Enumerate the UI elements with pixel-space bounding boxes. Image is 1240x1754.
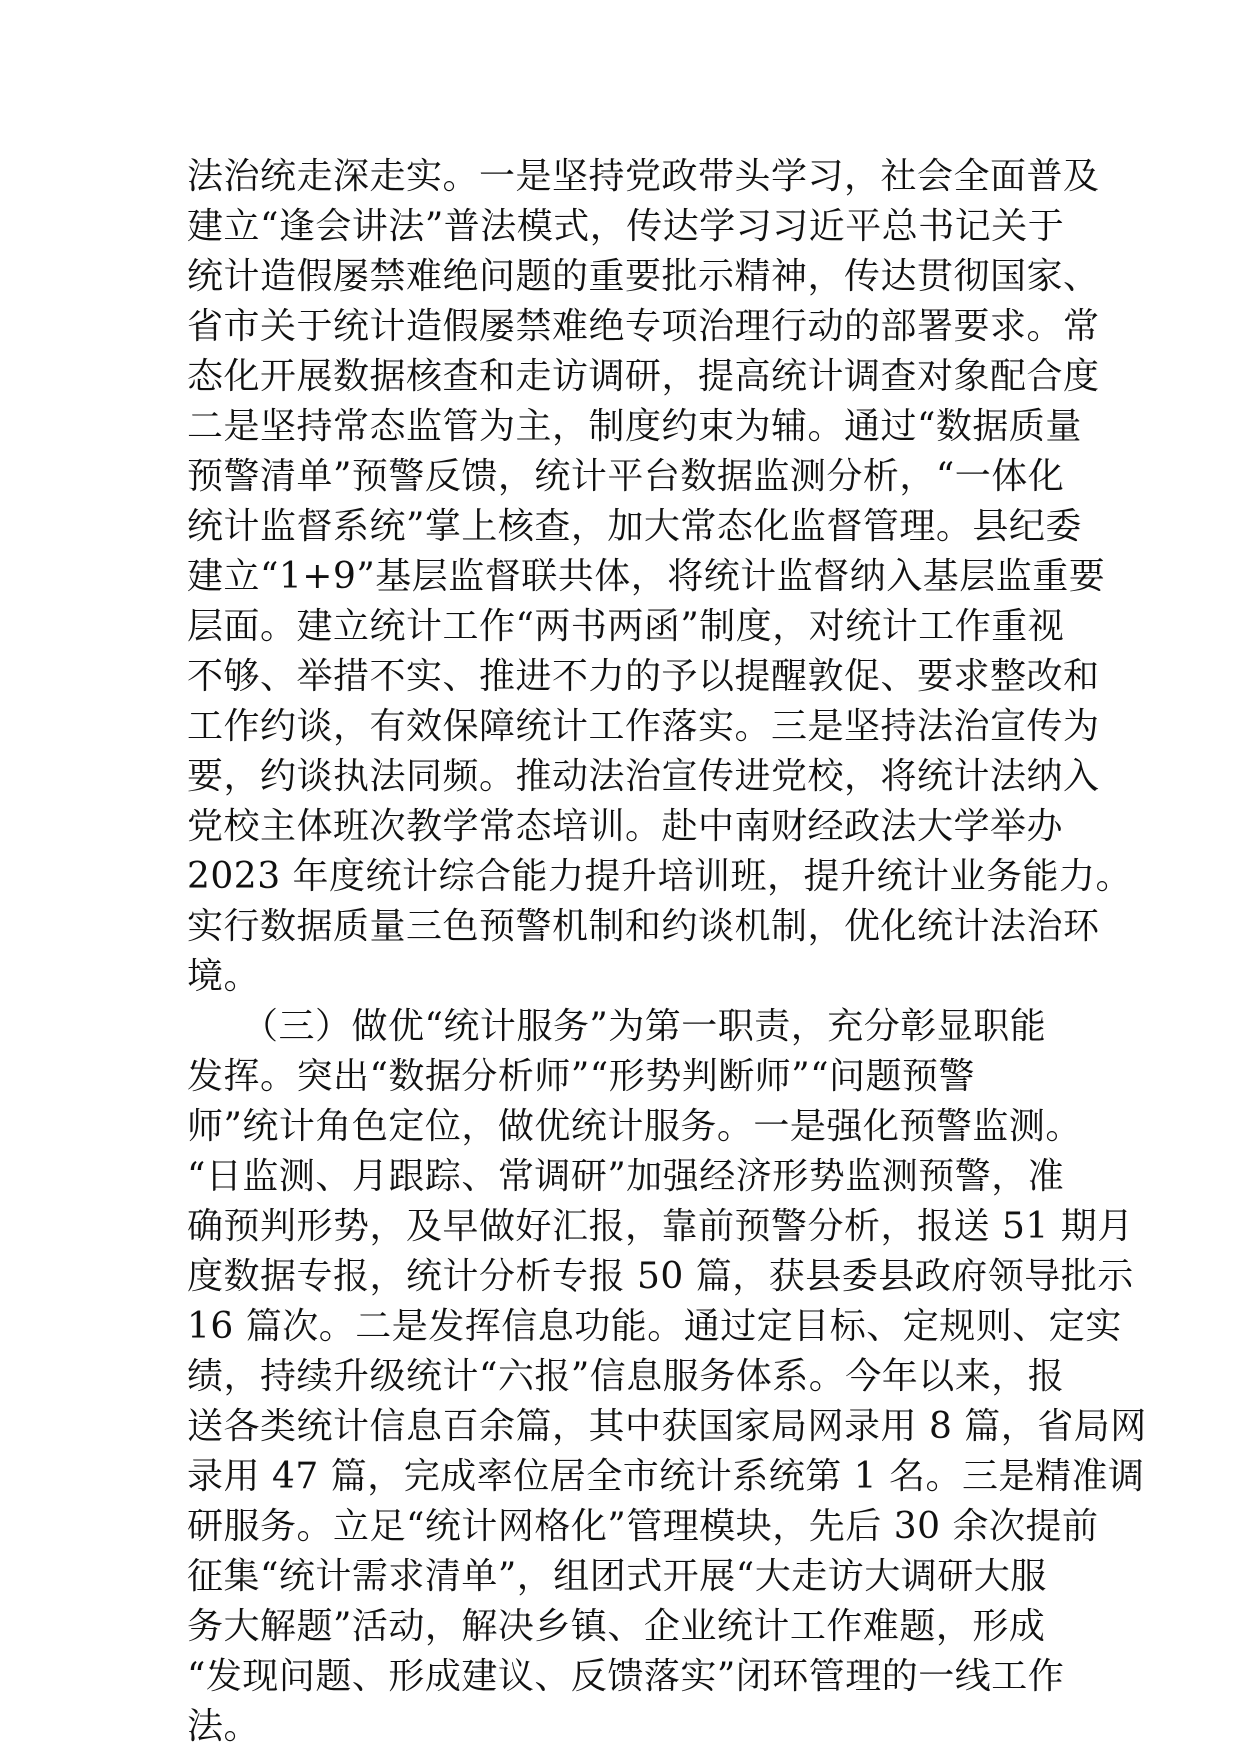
text-line: 工作约谈，有效保障统计工作落实。三是坚持法治宣传为 xyxy=(187,706,1100,747)
text-line: 发挥。突出“数据分析师”“形势判断师”“问题预警 xyxy=(187,1056,976,1097)
text-line: 党校主体班次教学常态培训。赴中南财经政法大学举办 xyxy=(187,806,1064,847)
text-line: 法治统走深走实。一是坚持党政带头学习，社会全面普及 xyxy=(187,156,1100,197)
text-line: 绩，持续升级统计“六报”信息服务体系。今年以来，报 xyxy=(187,1356,1065,1397)
text-line: “日监测、月跟踪、常调研”加强经济形势监测预警，准 xyxy=(187,1156,1065,1197)
text-line: 态化开展数据核查和走访调研，提高统计调查对象配合度 xyxy=(187,356,1100,397)
text-line: 二是坚持常态监管为主，制度约束为辅。通过“数据质量 xyxy=(187,406,1082,447)
text-line: 确预判形势，及早做好汇报，靠前预警分析，报送 51 期月 xyxy=(187,1206,1134,1247)
text-line: 录用 47 篇，完成率位居全市统计系统第 1 名。三是精准调 xyxy=(187,1456,1145,1497)
text-line: 统计监督系统”掌上核查，加大常态化监督管理。县纪委 xyxy=(187,506,1082,547)
text-line: 2023 年度统计综合能力提升培训班，提升统计业务能力。 xyxy=(187,856,1133,897)
text-line: 法。 xyxy=(187,1706,261,1747)
text-line: “发现问题、形成建议、反馈落实”闭环管理的一线工作 xyxy=(187,1656,1065,1697)
text-line: 预警清单”预警反馈，统计平台数据监测分析，“一体化 xyxy=(187,456,1065,497)
text-line: 不够、举措不实、推进不力的予以提醒敦促、要求整改和 xyxy=(187,656,1100,697)
text-line: 度数据专报，统计分析专报 50 篇，获县委县政府领导批示 xyxy=(187,1256,1134,1297)
text-line: 层面。建立统计工作“两书两函”制度，对统计工作重视 xyxy=(187,606,1065,647)
text-line: 务大解题”活动，解决乡镇、企业统计工作难题，形成 xyxy=(187,1606,1046,1647)
section-heading-line: （三）做优“统计服务”为第一职责，充分彰显职能 xyxy=(187,1006,1047,1047)
text-line: 境。 xyxy=(187,956,261,997)
text-line: 统计造假屡禁难绝问题的重要批示精神，传达贯彻国家、 xyxy=(187,256,1100,297)
text-line: 省市关于统计造假屡禁难绝专项治理行动的部署要求。常 xyxy=(187,306,1100,347)
text-line: 建立“1+9”基层监督联共体，将统计监督纳入基层监重要 xyxy=(187,556,1106,597)
text-line: 16 篇次。二是发挥信息功能。通过定目标、定规则、定实 xyxy=(187,1306,1122,1347)
text-line: 研服务。立足“统计网格化”管理模块，先后 30 余次提前 xyxy=(187,1506,1099,1547)
body-text xyxy=(187,152,1147,1752)
text-line: 送各类统计信息百余篇，其中获国家局网录用 8 篇，省局网 xyxy=(187,1406,1147,1447)
text-line: 征集“统计需求清单”，组团式开展“大走访大调研大服 xyxy=(187,1556,1047,1597)
text-line: 师”统计角色定位，做优统计服务。一是强化预警监测。 xyxy=(187,1106,1082,1147)
text-line: 要，约谈执法同频。推动法治宣传进党校，将统计法纳入 xyxy=(187,756,1100,797)
text-line: 建立“逢会讲法”普法模式，传达学习习近平总书记关于 xyxy=(187,206,1065,247)
text-line: 实行数据质量三色预警机制和约谈机制，优化统计法治环 xyxy=(187,906,1100,947)
